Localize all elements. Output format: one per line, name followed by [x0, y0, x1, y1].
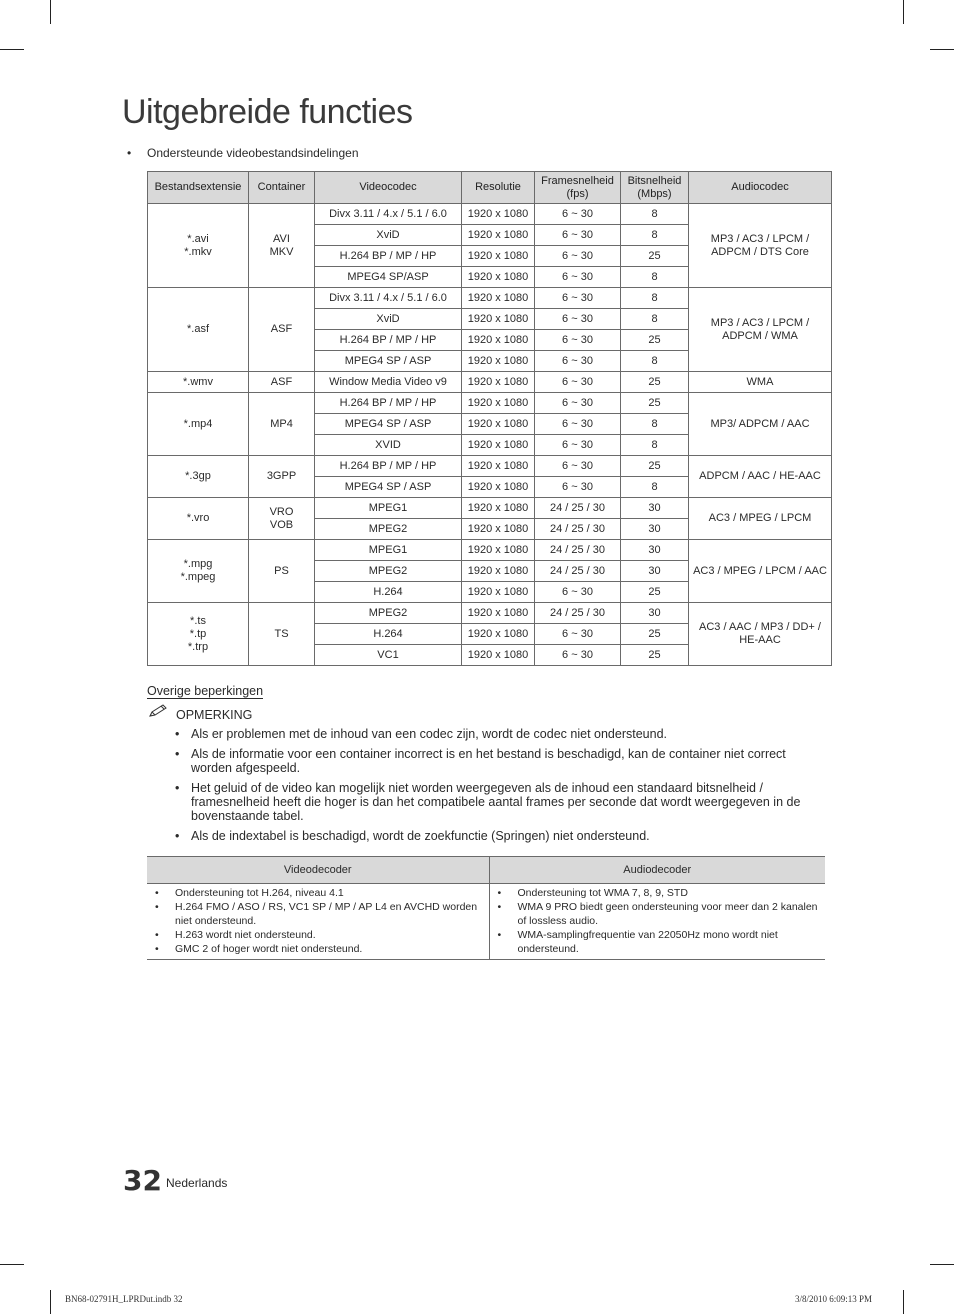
- cell-resolution: 1920 x 1080: [462, 351, 535, 372]
- page-title: Uitgebreide functies: [122, 93, 413, 131]
- decoder-text: Ondersteuning tot WMA 7, 8, 9, STD: [517, 887, 688, 899]
- crop-mark: [50, 1290, 51, 1314]
- cell-container: PS: [249, 540, 315, 603]
- header-resolution: Resolutie: [462, 172, 535, 204]
- cell-container: ASF: [249, 288, 315, 372]
- cell-framerate: 6 ~ 30: [535, 645, 621, 666]
- cell-bitrate: 30: [621, 540, 689, 561]
- table-row: [148, 540, 832, 561]
- crop-mark: [903, 0, 904, 24]
- decoder-table: [147, 856, 825, 960]
- audio-decoder-header: Audiodecoder: [489, 857, 825, 884]
- bullet-icon: •: [175, 829, 180, 843]
- cell-framerate: 24 / 25 / 30: [535, 561, 621, 582]
- cell-videocodec: H.264 BP / MP / HP: [315, 246, 462, 267]
- cell-extension: *.vro: [148, 498, 249, 540]
- cell-framerate: 6 ~ 30: [535, 624, 621, 645]
- cell-bitrate: 8: [621, 477, 689, 498]
- list-item: [175, 747, 827, 775]
- cell-framerate: 6 ~ 30: [535, 477, 621, 498]
- cell-extension: *.ts *.tp *.trp: [148, 603, 249, 666]
- pencil-icon: [147, 703, 169, 719]
- cell-framerate: 6 ~ 30: [535, 435, 621, 456]
- note-text: Als de indextabel is beschadigd, wordt de zoekfunctie (Springen) niet ondersteund.: [191, 829, 650, 843]
- cell-resolution: 1920 x 1080: [462, 288, 535, 309]
- cell-framerate: 6 ~ 30: [535, 267, 621, 288]
- header-container: Container: [249, 172, 315, 204]
- list-item: [153, 942, 483, 956]
- table-row: [147, 884, 825, 960]
- notes-list: [175, 727, 827, 849]
- list-item: [175, 727, 827, 741]
- decoder-text: H.264 FMO / ASO / RS, VC1 SP / MP / AP L4 en AVCHD worden niet ondersteund.: [175, 901, 478, 927]
- cell-bitrate: 25: [621, 456, 689, 477]
- cell-bitrate: 8: [621, 267, 689, 288]
- cell-bitrate: 25: [621, 372, 689, 393]
- list-item: [175, 781, 827, 823]
- table-row: [148, 498, 832, 519]
- bullet-icon: •: [175, 747, 180, 761]
- cell-videocodec: H.264: [315, 624, 462, 645]
- cell-resolution: 1920 x 1080: [462, 498, 535, 519]
- cell-resolution: 1920 x 1080: [462, 204, 535, 225]
- cell-videocodec: MPEG4 SP / ASP: [315, 414, 462, 435]
- cell-videocodec: MPEG4 SP/ASP: [315, 267, 462, 288]
- decoder-text: Ondersteuning tot H.264, niveau 4.1: [175, 887, 344, 899]
- bullet-icon: •: [175, 727, 180, 741]
- cell-framerate: 6 ~ 30: [535, 204, 621, 225]
- cell-bitrate: 30: [621, 561, 689, 582]
- note-text: Als de informatie voor een container incorrect is en het bestand is beschadigd, kan de container niet correct worden afgespeeld.: [191, 747, 786, 775]
- cell-audiocodec: ADPCM / AAC / HE-AAC: [689, 456, 832, 498]
- cell-resolution: 1920 x 1080: [462, 414, 535, 435]
- print-file-info: BN68-02791H_LPRDut.indb 32: [65, 1294, 183, 1304]
- cell-audiocodec: MP3 / AC3 / LPCM / ADPCM / WMA: [689, 288, 832, 372]
- bullet-icon: •: [175, 781, 180, 795]
- list-item: [496, 900, 820, 928]
- bullet-icon: •: [155, 943, 159, 955]
- crop-mark: [930, 49, 954, 50]
- restrictions-heading: Overige beperkingen: [147, 684, 264, 698]
- cell-bitrate: 8: [621, 288, 689, 309]
- cell-audiocodec: AC3 / MPEG / LPCM: [689, 498, 832, 540]
- cell-videocodec: MPEG1: [315, 540, 462, 561]
- cell-resolution: 1920 x 1080: [462, 624, 535, 645]
- cell-videocodec: MPEG2: [315, 561, 462, 582]
- crop-mark: [50, 0, 51, 24]
- cell-container: ASF: [249, 372, 315, 393]
- cell-framerate: 6 ~ 30: [535, 351, 621, 372]
- cell-bitrate: 8: [621, 309, 689, 330]
- cell-videocodec: H.264 BP / MP / HP: [315, 330, 462, 351]
- cell-bitrate: 8: [621, 351, 689, 372]
- cell-videocodec: MPEG2: [315, 519, 462, 540]
- header-videocodec: Videocodec: [315, 172, 462, 204]
- cell-container: VRO VOB: [249, 498, 315, 540]
- bullet-icon: •: [127, 146, 132, 160]
- cell-bitrate: 25: [621, 645, 689, 666]
- video-decoder-cell: [147, 884, 489, 960]
- cell-framerate: 24 / 25 / 30: [535, 603, 621, 624]
- cell-extension: *.asf: [148, 288, 249, 372]
- cell-resolution: 1920 x 1080: [462, 372, 535, 393]
- cell-resolution: 1920 x 1080: [462, 519, 535, 540]
- table-row: [148, 603, 832, 624]
- cell-extension: *.wmv: [148, 372, 249, 393]
- bullet-icon: •: [155, 901, 159, 913]
- list-item: [496, 928, 820, 956]
- cell-extension: *.mp4: [148, 393, 249, 456]
- print-timestamp: 3/8/2010 6:09:13 PM: [795, 1294, 873, 1304]
- cell-videocodec: VC1: [315, 645, 462, 666]
- table-header-row: [148, 172, 832, 204]
- cell-audiocodec: MP3 / AC3 / LPCM / ADPCM / DTS Core: [689, 204, 832, 288]
- cell-bitrate: 25: [621, 582, 689, 603]
- cell-framerate: 6 ~ 30: [535, 309, 621, 330]
- cell-framerate: 6 ~ 30: [535, 393, 621, 414]
- cell-resolution: 1920 x 1080: [462, 561, 535, 582]
- cell-resolution: 1920 x 1080: [462, 246, 535, 267]
- cell-videocodec: XviD: [315, 225, 462, 246]
- table-row: [148, 393, 832, 414]
- cell-audiocodec: AC3 / MPEG / LPCM / AAC: [689, 540, 832, 603]
- cell-videocodec: Window Media Video v9: [315, 372, 462, 393]
- note-text: Het geluid of de video kan mogelijk niet worden weergegeven als de inhoud een standaard bitsnelheid / framesnelheid heeft die hoger is dan het compatibele aantal frames per seconde dat wordt weergegeven in de bovenstaande tabel.: [191, 781, 801, 823]
- cell-bitrate: 25: [621, 330, 689, 351]
- cell-bitrate: 25: [621, 624, 689, 645]
- crop-mark: [930, 1264, 954, 1265]
- cell-bitrate: 8: [621, 204, 689, 225]
- header-audiocodec: Audiocodec: [689, 172, 832, 204]
- cell-framerate: 6 ~ 30: [535, 414, 621, 435]
- video-format-table: [147, 171, 832, 666]
- cell-resolution: 1920 x 1080: [462, 540, 535, 561]
- cell-bitrate: 25: [621, 246, 689, 267]
- cell-container: MP4: [249, 393, 315, 456]
- cell-audiocodec: AC3 / AAC / MP3 / DD+ / HE-AAC: [689, 603, 832, 666]
- bullet-icon: •: [155, 929, 159, 941]
- cell-resolution: 1920 x 1080: [462, 267, 535, 288]
- section-intro: Ondersteunde videobestandsindelingen: [147, 146, 359, 160]
- crop-mark: [0, 1264, 24, 1265]
- video-decoder-list: [153, 886, 483, 956]
- header-framerate: Framesnelheid (fps): [535, 172, 621, 204]
- cell-videocodec: MPEG1: [315, 498, 462, 519]
- cell-resolution: 1920 x 1080: [462, 582, 535, 603]
- cell-framerate: 6 ~ 30: [535, 582, 621, 603]
- audio-decoder-cell: [489, 884, 825, 960]
- cell-resolution: 1920 x 1080: [462, 477, 535, 498]
- bullet-icon: •: [497, 929, 502, 941]
- cell-framerate: 24 / 25 / 30: [535, 519, 621, 540]
- list-item: [496, 886, 820, 900]
- bullet-icon: •: [497, 901, 502, 913]
- cell-container: TS: [249, 603, 315, 666]
- cell-bitrate: 30: [621, 498, 689, 519]
- cell-resolution: 1920 x 1080: [462, 393, 535, 414]
- list-item: [175, 829, 827, 843]
- cell-resolution: 1920 x 1080: [462, 603, 535, 624]
- table-header-row: [147, 857, 825, 884]
- decoder-text: WMA 9 PRO biedt geen ondersteuning voor meer dan 2 kanalen of lossless audio.: [517, 901, 818, 927]
- bullet-icon: •: [155, 887, 159, 899]
- header-bitrate: Bitsnelheid (Mbps): [621, 172, 689, 204]
- cell-videocodec: H.264 BP / MP / HP: [315, 456, 462, 477]
- audio-decoder-list: [496, 886, 820, 956]
- cell-framerate: 6 ~ 30: [535, 330, 621, 351]
- cell-resolution: 1920 x 1080: [462, 435, 535, 456]
- cell-framerate: 6 ~ 30: [535, 372, 621, 393]
- cell-framerate: 24 / 25 / 30: [535, 540, 621, 561]
- cell-videocodec: XVID: [315, 435, 462, 456]
- cell-videocodec: MPEG2: [315, 603, 462, 624]
- table-row: [148, 372, 832, 393]
- cell-videocodec: MPEG4 SP / ASP: [315, 351, 462, 372]
- cell-bitrate: 8: [621, 435, 689, 456]
- cell-videocodec: MPEG4 SP / ASP: [315, 477, 462, 498]
- cell-bitrate: 30: [621, 519, 689, 540]
- crop-mark: [0, 49, 24, 50]
- cell-resolution: 1920 x 1080: [462, 225, 535, 246]
- cell-videocodec: Divx 3.11 / 4.x / 5.1 / 6.0: [315, 204, 462, 225]
- list-item: [153, 900, 483, 928]
- list-item: [153, 886, 483, 900]
- cell-extension: *.mpg *.mpeg: [148, 540, 249, 603]
- cell-framerate: 6 ~ 30: [535, 288, 621, 309]
- table-row: [148, 456, 832, 477]
- cell-bitrate: 8: [621, 225, 689, 246]
- cell-resolution: 1920 x 1080: [462, 645, 535, 666]
- decoder-text: H.263 wordt niet ondersteund.: [175, 929, 316, 941]
- cell-extension: *.3gp: [148, 456, 249, 498]
- note-label: OPMERKING: [176, 708, 253, 722]
- bullet-icon: •: [497, 887, 502, 899]
- decoder-text: WMA-samplingfrequentie van 22050Hz mono wordt niet ondersteund.: [517, 929, 778, 955]
- cell-videocodec: H.264 BP / MP / HP: [315, 393, 462, 414]
- list-item: [153, 928, 483, 942]
- cell-container: AVI MKV: [249, 204, 315, 288]
- note-text: Als er problemen met de inhoud van een codec zijn, wordt de codec niet ondersteund.: [191, 727, 667, 741]
- page-number: 32: [123, 1164, 162, 1197]
- cell-container: 3GPP: [249, 456, 315, 498]
- cell-videocodec: Divx 3.11 / 4.x / 5.1 / 6.0: [315, 288, 462, 309]
- table-row: [148, 204, 832, 225]
- crop-mark: [903, 1290, 904, 1314]
- cell-videocodec: XviD: [315, 309, 462, 330]
- cell-bitrate: 8: [621, 414, 689, 435]
- cell-bitrate: 30: [621, 603, 689, 624]
- cell-framerate: 6 ~ 30: [535, 456, 621, 477]
- cell-audiocodec: MP3/ ADPCM / AAC: [689, 393, 832, 456]
- cell-audiocodec: WMA: [689, 372, 832, 393]
- cell-videocodec: H.264: [315, 582, 462, 603]
- cell-framerate: 6 ~ 30: [535, 246, 621, 267]
- cell-resolution: 1920 x 1080: [462, 456, 535, 477]
- header-extension: Bestandsextensie: [148, 172, 249, 204]
- decoder-text: GMC 2 of hoger wordt niet ondersteund.: [175, 943, 363, 955]
- cell-extension: *.avi *.mkv: [148, 204, 249, 288]
- cell-resolution: 1920 x 1080: [462, 309, 535, 330]
- video-decoder-header: Videodecoder: [147, 857, 489, 884]
- page-language: Nederlands: [166, 1176, 228, 1190]
- cell-resolution: 1920 x 1080: [462, 330, 535, 351]
- cell-bitrate: 25: [621, 393, 689, 414]
- cell-framerate: 24 / 25 / 30: [535, 498, 621, 519]
- table-row: [148, 288, 832, 309]
- cell-framerate: 6 ~ 30: [535, 225, 621, 246]
